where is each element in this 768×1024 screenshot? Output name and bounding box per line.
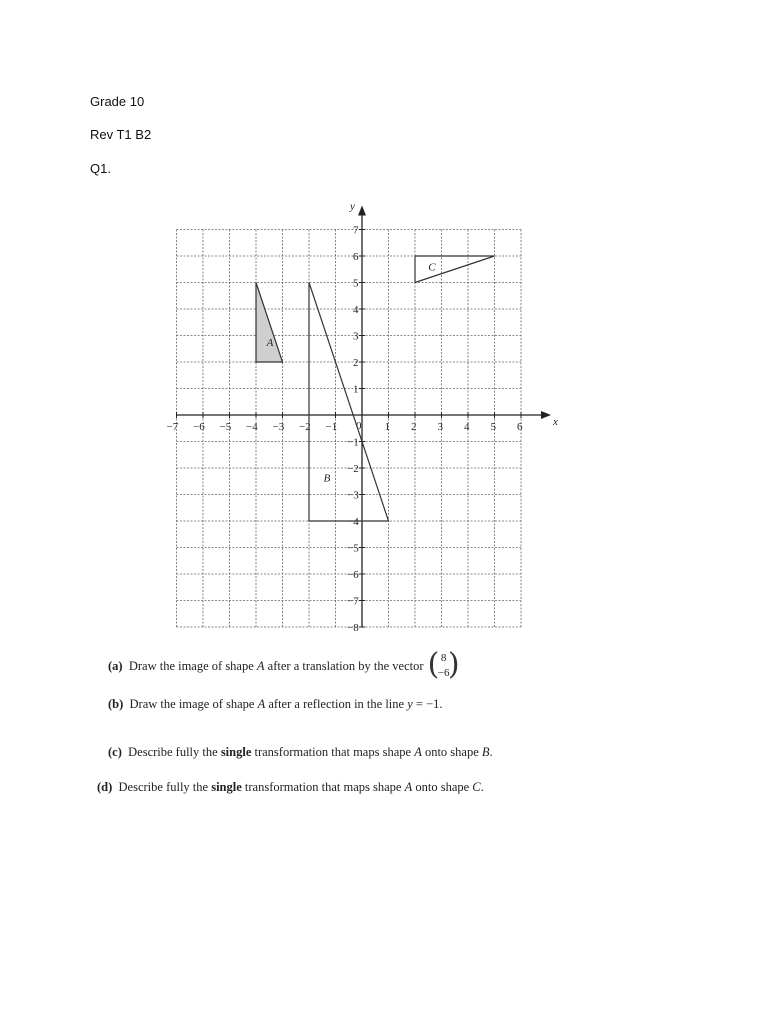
y-axis-label: y <box>350 200 355 213</box>
question-d <box>97 780 484 795</box>
vector-bottom: −6 <box>437 667 450 679</box>
y-tick-label: 1 <box>353 383 359 396</box>
question-b-eq-var: y <box>407 697 413 711</box>
y-axis-arrow <box>358 206 366 216</box>
y-tick-label: 2 <box>353 357 359 369</box>
y-tick-label: −3 <box>347 489 359 502</box>
shape-b <box>309 283 389 522</box>
y-tick-label: −5 <box>347 542 359 555</box>
question-d-text: Describe fully the <box>118 780 212 794</box>
question-c-letter: (c) <box>108 745 122 759</box>
question-d-shape1: A <box>404 780 413 794</box>
x-axis-arrow <box>541 411 551 419</box>
x-tick-label: 2 <box>411 421 417 433</box>
x-tick-label: −1 <box>325 421 338 433</box>
y-tick-label: −8 <box>347 622 359 634</box>
shape-label-b: B <box>323 472 331 485</box>
question-c-text3: onto shape <box>421 745 482 759</box>
question-b-shape: A <box>257 697 266 711</box>
x-tick-label: −4 <box>246 421 258 433</box>
x-tick-label: −5 <box>219 421 232 433</box>
y-tick-label: −1 <box>347 436 359 449</box>
x-tick-label: 4 <box>464 421 470 433</box>
question-c-bold: single <box>220 745 252 759</box>
question-a <box>108 647 460 683</box>
shape-c <box>415 256 495 283</box>
question-d-end: . <box>480 780 484 794</box>
question-a-text: Draw the image of shape <box>128 658 257 673</box>
shape-label-a: A <box>266 337 274 350</box>
question-c-text: Describe fully the <box>128 745 221 759</box>
y-tick-label: −4 <box>347 516 359 528</box>
x-tick-label: 6 <box>517 421 523 433</box>
x-tick-label: 5 <box>490 421 496 433</box>
translation-vector: ( 8 −6 ) <box>427 647 460 682</box>
grade-heading: Grade 10 <box>90 94 145 109</box>
question-c <box>108 745 493 760</box>
question-b-text: Draw the image of shape <box>129 697 258 711</box>
question-a-shape: A <box>256 658 265 673</box>
x-tick-label: −7 <box>166 421 179 433</box>
y-tick-label: 5 <box>353 277 359 290</box>
question-d-text2: transformation that maps shape <box>241 780 405 794</box>
y-tick-label: −7 <box>347 595 359 608</box>
x-tick-label: −2 <box>299 421 311 433</box>
revision-heading: Rev T1 B2 <box>90 127 152 142</box>
question-b-eq: = −1. <box>412 697 443 711</box>
question-c-shape2: B <box>481 745 490 759</box>
question-b <box>108 697 443 712</box>
question-d-text3: onto shape <box>412 780 473 794</box>
question-c-shape1: A <box>414 745 422 759</box>
y-tick-label: 6 <box>353 251 359 263</box>
question-c-end: . <box>489 745 493 759</box>
question-a-letter: (a) <box>108 658 123 673</box>
question-d-letter: (d) <box>97 780 113 794</box>
y-tick-label: 4 <box>353 304 359 316</box>
x-axis-label: x <box>553 416 558 428</box>
x-tick-label: −3 <box>272 421 285 433</box>
question-number: Q1. <box>90 161 111 176</box>
question-b-text2: after a reflection in the line <box>265 697 408 711</box>
x-tick-label: 3 <box>437 421 443 433</box>
y-tick-label: 3 <box>353 330 359 343</box>
x-tick-label: −6 <box>193 421 205 433</box>
y-tick-label: −2 <box>347 463 359 475</box>
question-b-letter: (b) <box>108 697 124 711</box>
question-d-shape2: C <box>472 780 481 794</box>
question-d-bold: single <box>211 780 242 794</box>
y-tick-label: 7 <box>353 224 359 237</box>
vector-top: 8 <box>440 652 447 664</box>
origin-label: 0 <box>356 420 362 432</box>
y-tick-label: −6 <box>347 569 359 581</box>
x-tick-label: 1 <box>384 421 390 433</box>
shape-a <box>256 283 283 363</box>
question-c-text2: transformation that maps shape <box>251 745 415 759</box>
shape-label-c: C <box>428 261 436 274</box>
question-a-text2: after a translation by the vector <box>264 658 424 673</box>
